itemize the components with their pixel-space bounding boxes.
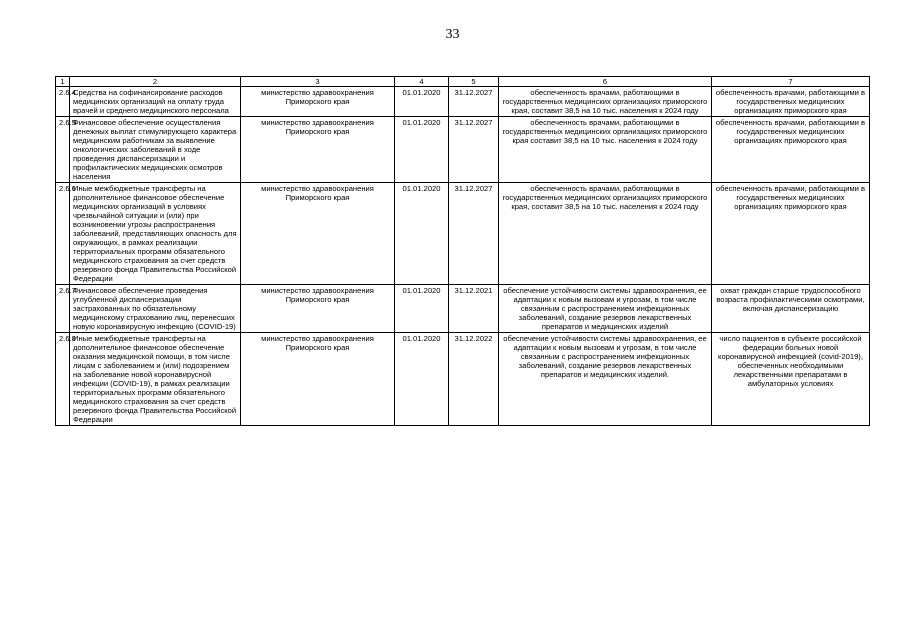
executor: министерство здравоохранения Приморского края bbox=[241, 117, 395, 183]
table-row bbox=[56, 87, 870, 117]
expected-result: обеспечение устойчивости системы здравоохранения, ее адаптации к новым вызовам и угрозам, в том числе связанным с распространением инфекционных заболеваний, создание резервов лекарственных препаратов и медицинских изделий. bbox=[499, 333, 712, 426]
start-date: 01.01.2020 bbox=[395, 117, 449, 183]
measure-name: Финансовое обеспечение проведения углубленной диспансеризации застрахованных по обязательному медицинскому страхованию лиц, перенесших новую коронавирусную инфекцию (COVID-19) bbox=[70, 285, 241, 333]
indicator: обеспеченность врачами, работающими в государственных медицинских организациях приморского края bbox=[712, 183, 870, 285]
header-row bbox=[56, 77, 870, 87]
col-header-6: 6 bbox=[499, 77, 712, 87]
row-number: 2.6.6 bbox=[56, 183, 70, 285]
program-measures-table bbox=[55, 76, 870, 426]
indicator: обеспеченность врачами, работающими в государственных медицинских организациях приморского края bbox=[712, 87, 870, 117]
end-date: 31.12.2027 bbox=[449, 183, 499, 285]
indicator: число пациентов в субъекте российской федерации больных новой коронавирусной инфекцией (covid-2019), обеспеченных необходимыми лекарственными препаратами в амбулаторных условиях bbox=[712, 333, 870, 426]
table-row bbox=[56, 333, 870, 426]
row-number: 2.6.8 bbox=[56, 333, 70, 426]
row-number: 2.6.5 bbox=[56, 117, 70, 183]
col-header-3: 3 bbox=[241, 77, 395, 87]
page-number: 33 bbox=[445, 27, 460, 42]
executor: министерство здравоохранения Приморского края bbox=[241, 87, 395, 117]
executor: министерство здравоохранения Приморского края bbox=[241, 285, 395, 333]
measure-name: Средства на софинансирование расходов медицинских организаций на оплату труда врачей и среднего медицинского персонала bbox=[70, 87, 241, 117]
indicator: охват граждан старше трудоспособного возраста профилактическими осмотрами, включая диспансеризацию bbox=[712, 285, 870, 333]
col-header-1: 1 bbox=[56, 77, 70, 87]
expected-result: обеспечение устойчивости системы здравоохранения, ее адаптации к новым вызовам и угрозам, в том числе связанным с распространением инфекционных заболеваний, создание резервов лекарственных препаратов и медицинских изделий bbox=[499, 285, 712, 333]
executor: министерство здравоохранения Приморского края bbox=[241, 183, 395, 285]
row-number: 2.6.4 bbox=[56, 87, 70, 117]
end-date: 31.12.2027 bbox=[449, 117, 499, 183]
start-date: 01.01.2020 bbox=[395, 333, 449, 426]
indicator: обеспеченность врачами, работающими в государственных медицинских организациях приморского края bbox=[712, 117, 870, 183]
col-header-4: 4 bbox=[395, 77, 449, 87]
measure-name: Иные межбюджетные трансферты на дополнительное финансовое обеспечение медицинских организаций в условиях чрезвычайной ситуации и (или) при возникновении угрозы распространения заболеваний, представляющих опасность для окружающих, в рамках реализации территориальных программ обязательного медицинского страхования за счет средств резервного фонда Правительства Российской Федерации bbox=[70, 183, 241, 285]
end-date: 31.12.2022 bbox=[449, 333, 499, 426]
table-row bbox=[56, 183, 870, 285]
measure-name: Иные межбюджетные трансферты на дополнительное финансовое обеспечение оказания медицинской помощи, в том числе лицам с заболеванием и (или) подозрением на заболевание новой коронавирусной инфекции (COVID-19), в рамках реализации территориальных программ обязательного медицинского страхования за счет средств резервного фонда Правительства Российской Федерации bbox=[70, 333, 241, 426]
col-header-5: 5 bbox=[449, 77, 499, 87]
col-header-7: 7 bbox=[712, 77, 870, 87]
start-date: 01.01.2020 bbox=[395, 183, 449, 285]
start-date: 01.01.2020 bbox=[395, 87, 449, 117]
executor: министерство здравоохранения Приморского края bbox=[241, 333, 395, 426]
table-row bbox=[56, 285, 870, 333]
expected-result: обеспеченность врачами, работающими в государственных медицинских организациях приморского края составит 38,5 на 10 тыс. населения к 2024 году bbox=[499, 117, 712, 183]
row-number: 2.6.7 bbox=[56, 285, 70, 333]
expected-result: обеспеченность врачами, работающими в государственных медицинских организациях приморского края, составит 38,5 на 10 тыс. населения к 2024 году bbox=[499, 183, 712, 285]
end-date: 31.12.2027 bbox=[449, 87, 499, 117]
measure-name: Финансовое обеспечение осуществления денежных выплат стимулирующего характера медицинским работникам за выявление онкологических заболеваний в ходе проведения диспансеризации и профилактических медицинских осмотров населения bbox=[70, 117, 241, 183]
end-date: 31.12.2021 bbox=[449, 285, 499, 333]
expected-result: обеспеченность врачами, работающими в государственных медицинских организациях приморского края, составит 38,5 на 10 тыс. населения к 2024 году bbox=[499, 87, 712, 117]
col-header-2: 2 bbox=[70, 77, 241, 87]
start-date: 01.01.2020 bbox=[395, 285, 449, 333]
table-row bbox=[56, 117, 870, 183]
